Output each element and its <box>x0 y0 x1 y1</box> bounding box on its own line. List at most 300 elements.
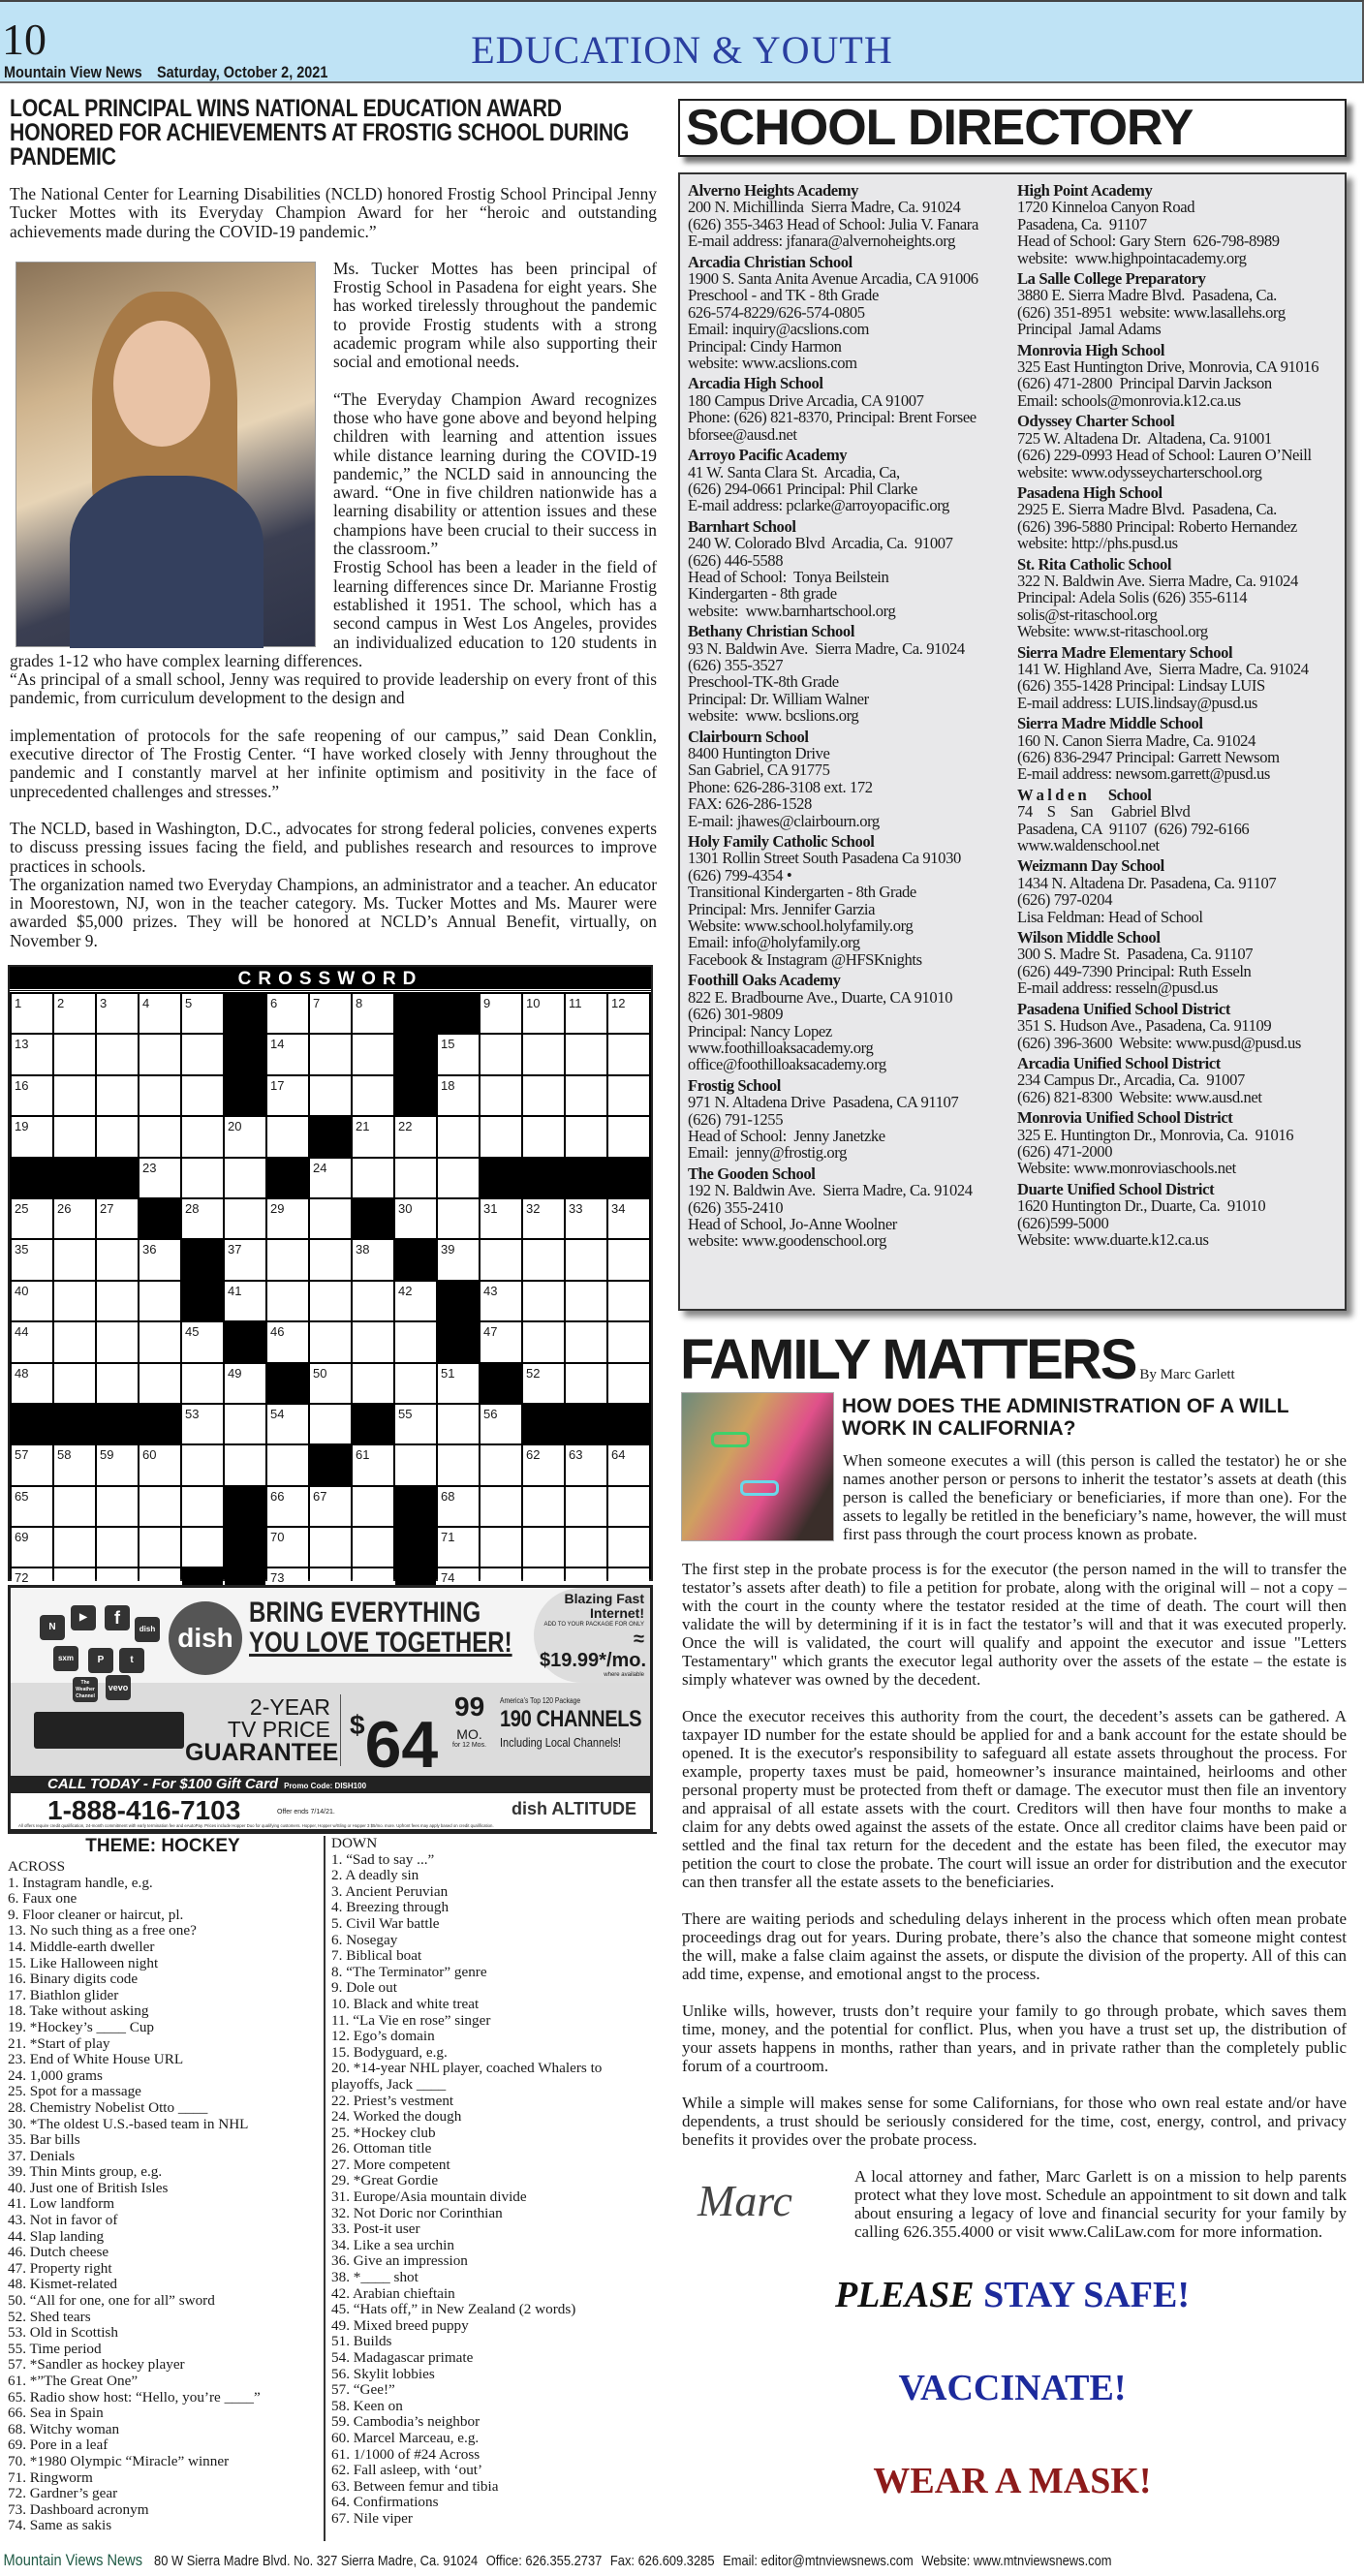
crossword-cell[interactable] <box>97 1364 138 1403</box>
crossword-cell[interactable] <box>140 1240 180 1279</box>
school-contact-link[interactable]: E-mail address: LUIS.lindsay@pusd.us <box>1017 693 1257 712</box>
school-detail: Kindergarten - 8th grade <box>688 584 837 604</box>
school-detail: (626) 355-1428 Principal: Lindsay LUIS <box>1017 676 1265 696</box>
school-entry <box>1017 342 1337 410</box>
school-contact-link[interactable]: website: http://phs.pusd.us <box>1017 534 1178 553</box>
crossword-cell[interactable] <box>12 1035 52 1073</box>
crossword-cell[interactable] <box>438 1528 479 1567</box>
crossword-cell[interactable] <box>566 1199 606 1238</box>
school-detail: San Gabriel, CA 91775 <box>688 760 830 780</box>
crossword-cell[interactable] <box>12 1364 52 1403</box>
crossword-cell[interactable] <box>353 1240 393 1279</box>
school-detail: 325 East Huntington Drive, Monrovia, CA 91016 <box>1017 357 1319 377</box>
crossword-cell[interactable] <box>54 1117 95 1156</box>
crossword-cell[interactable] <box>395 1282 436 1320</box>
school-detail: 74 S San Gabriel Blvd <box>1017 802 1191 822</box>
crossword-cell[interactable] <box>395 1364 436 1403</box>
clue-number: 46 <box>270 1324 285 1340</box>
across-clue: 44. Slap landing <box>8 2227 105 2245</box>
crossword-black-square <box>225 1487 265 1526</box>
across-clue: 50. “All for one, one for all” sword <box>8 2292 215 2310</box>
crossword-cell[interactable] <box>395 1159 436 1197</box>
crossword-cell[interactable] <box>182 1364 223 1403</box>
down-clue: 25. *Hockey club <box>331 2124 436 2141</box>
clue-number: 52 <box>526 1365 541 1381</box>
crossword-cell[interactable] <box>395 1445 436 1484</box>
crossword-cell[interactable] <box>182 1117 223 1156</box>
crossword-cell[interactable] <box>523 1528 564 1567</box>
crossword-cell[interactable] <box>267 1240 308 1279</box>
crossword-cell[interactable] <box>310 1159 351 1197</box>
down-clues <box>324 1836 657 2541</box>
crossword-puzzle <box>8 965 653 1586</box>
crossword-cell[interactable] <box>267 1117 308 1156</box>
crossword-cell[interactable] <box>182 1076 223 1115</box>
paragraph: “As principal of a small school, Jenny was required to provide leadership on every front of this pandemic, from curriculum development to the design and <box>10 669 657 708</box>
crossword-cell[interactable] <box>140 1035 180 1073</box>
crossword-cell[interactable] <box>182 1445 223 1484</box>
crossword-cell[interactable] <box>267 1487 308 1526</box>
down-clue: 27. More competent <box>331 2156 450 2173</box>
directory-column-left <box>688 182 1008 1301</box>
crossword-cell[interactable] <box>480 1240 521 1279</box>
crossword-cell[interactable] <box>225 1159 265 1197</box>
school-contact-link[interactable]: E-mail address: newsom.garrett@pusd.us <box>1017 764 1270 784</box>
crossword-cell[interactable] <box>54 1199 95 1238</box>
crossword-cell[interactable] <box>310 1487 351 1526</box>
crossword-cell[interactable] <box>353 1117 393 1156</box>
crossword-cell[interactable] <box>480 1035 521 1073</box>
crossword-cell[interactable] <box>54 1445 95 1484</box>
school-detail: 351 S. Hudson Ave., Pasadena, Ca. 91109 <box>1017 1016 1272 1036</box>
school-contact-link[interactable]: Website: www.st-ritaschool.org <box>1017 622 1208 641</box>
school-detail: Principal: Adela Solis (626) 355-6114 <box>1017 588 1248 607</box>
crossword-cell[interactable] <box>12 994 52 1033</box>
crossword-cell[interactable] <box>523 1076 564 1115</box>
crossword-cell[interactable] <box>267 1528 308 1567</box>
clue-number: 27 <box>100 1200 114 1216</box>
crossword-cell[interactable] <box>54 1240 95 1279</box>
crossword-cell[interactable] <box>566 1487 606 1526</box>
school-contact-link[interactable]: Website: www.school.holyfamily.org <box>688 916 914 936</box>
crossword-cell[interactable] <box>608 1282 649 1320</box>
crossword-cell[interactable] <box>97 1035 138 1073</box>
across-clue: 52. Shed tears <box>8 2308 91 2325</box>
crossword-cell[interactable] <box>353 1528 393 1567</box>
crossword-cell[interactable] <box>438 1240 479 1279</box>
footer-website[interactable]: Website: www.mtnviewsnews.com <box>921 2553 1112 2569</box>
down-clue: 24. Worked the dough <box>331 2108 462 2126</box>
crossword-cell[interactable] <box>438 1076 479 1115</box>
crossword-cell[interactable] <box>566 1117 606 1156</box>
crossword-cell[interactable] <box>310 1199 351 1238</box>
crossword-cell[interactable] <box>225 1445 265 1484</box>
crossword-cell[interactable] <box>566 1240 606 1279</box>
clue-number: 13 <box>15 1037 29 1052</box>
crossword-cell[interactable] <box>182 1487 223 1526</box>
crossword-cell[interactable] <box>182 1159 223 1197</box>
crossword-cell[interactable] <box>353 1282 393 1320</box>
crossword-cell[interactable] <box>97 1282 138 1320</box>
call-bar <box>11 1776 650 1793</box>
school-contact-link[interactable]: Email: inquiry@acslions.com <box>688 320 869 339</box>
crossword-cell[interactable] <box>97 1199 138 1238</box>
school-entry <box>688 833 1008 968</box>
school-detail: (626) 355-2410 <box>688 1197 784 1217</box>
crossword-cell[interactable] <box>353 1159 393 1197</box>
crossword-cell[interactable] <box>182 1322 223 1361</box>
clue-number: 4 <box>142 996 150 1010</box>
crossword-cell[interactable] <box>12 1199 52 1238</box>
crossword-cell[interactable] <box>182 1035 223 1073</box>
crossword-cell[interactable] <box>225 1199 265 1238</box>
crossword-cell[interactable] <box>608 1076 649 1115</box>
crossword-cell[interactable] <box>353 1322 393 1361</box>
crossword-cell[interactable] <box>97 1528 138 1567</box>
crossword-cell[interactable] <box>480 1117 521 1156</box>
crossword-cell[interactable] <box>140 1159 180 1197</box>
clue-number: 69 <box>15 1530 29 1545</box>
crossword-black-square <box>395 1240 436 1279</box>
crossword-cell[interactable] <box>54 994 95 1033</box>
clue-number: 72 <box>15 1570 29 1586</box>
page-header <box>0 0 1364 83</box>
crossword-cell[interactable] <box>566 1035 606 1073</box>
crossword-cell[interactable] <box>54 1076 95 1115</box>
school-contact-link[interactable]: Email: info@holyfamily.org <box>688 933 860 952</box>
crossword-cell[interactable] <box>480 1199 521 1238</box>
app-icon: dish <box>135 1617 160 1642</box>
crossword-black-square <box>225 1035 265 1073</box>
crossword-cell[interactable] <box>12 1240 52 1279</box>
crossword-cell[interactable] <box>267 994 308 1033</box>
crossword-cell[interactable] <box>140 1076 180 1115</box>
across-clue: 47. Property right <box>8 2259 112 2277</box>
crossword-cell[interactable] <box>438 1445 479 1484</box>
school-detail: 2925 E. Sierra Madre Blvd. Pasadena, Ca. <box>1017 500 1277 519</box>
dish-advertisement[interactable] <box>8 1585 653 1832</box>
crossword-cell[interactable] <box>225 1117 265 1156</box>
crossword-cell[interactable] <box>395 1117 436 1156</box>
crossword-cell[interactable] <box>353 994 393 1033</box>
internet-sub: ADD TO YOUR PACKAGE FOR ONLY <box>543 1622 644 1628</box>
crossword-cell[interactable] <box>480 1405 521 1443</box>
crossword-cell[interactable] <box>12 1528 52 1567</box>
crossword-cell[interactable] <box>97 1117 138 1156</box>
crossword-cell[interactable] <box>97 994 138 1033</box>
school-name: Arcadia Christian School <box>688 252 852 271</box>
school-contact-link[interactable]: website: www. bcslions.org <box>688 706 859 726</box>
school-contact-link[interactable]: www.foothilloaksacademy.org <box>688 1038 874 1057</box>
crossword-cell[interactable] <box>608 1322 649 1361</box>
clue-number: 37 <box>228 1242 242 1257</box>
school-contact-link[interactable]: website: www.odysseycharterschool.org <box>1017 462 1262 481</box>
down-clue: 31. Europe/Asia mountain divide <box>331 2188 527 2206</box>
school-directory <box>678 172 1347 1311</box>
crossword-cell[interactable] <box>310 1405 351 1443</box>
crossword-cell[interactable] <box>310 1528 351 1567</box>
crossword-cell[interactable] <box>353 1035 393 1073</box>
app-icon: vevo <box>106 1675 131 1700</box>
crossword-cell[interactable] <box>140 1322 180 1361</box>
clue-number: 7 <box>313 996 321 1010</box>
crossword-cell[interactable] <box>480 1487 521 1526</box>
guarantee-line: 2-YEAR <box>249 1694 330 1720</box>
school-name: Pasadena Unified School District <box>1017 999 1230 1018</box>
across-clue: 61. *”The Great One” <box>8 2373 139 2389</box>
school-contact-link[interactable]: website: www.acslions.com <box>688 354 857 373</box>
crossword-cell[interactable] <box>182 994 223 1033</box>
clue-number: 34 <box>611 1200 626 1216</box>
crossword-cell[interactable] <box>267 1076 308 1115</box>
crossword-cell[interactable] <box>310 1076 351 1115</box>
crossword-cell[interactable] <box>523 1282 564 1320</box>
crossword-cell[interactable] <box>54 1322 95 1361</box>
crossword-cell[interactable] <box>438 1117 479 1156</box>
school-detail: 3880 E. Sierra Madre Blvd. Pasadena, Ca. <box>1017 286 1277 305</box>
crossword-cell[interactable] <box>97 1445 138 1484</box>
crossword-cell[interactable] <box>182 1405 223 1443</box>
crossword-cell[interactable] <box>395 1199 436 1238</box>
across-clue: 14. Middle-earth dweller <box>8 1938 155 1955</box>
footer-brand: Mountain Views News <box>3 2551 143 2569</box>
school-contact-link[interactable]: E-mail address: jfanara@alvernoheights.org <box>688 232 956 251</box>
crossword-cell[interactable] <box>267 1322 308 1361</box>
school-contact-link[interactable]: Website: www.monroviaschools.net <box>1017 1159 1236 1178</box>
crossword-cell[interactable] <box>523 1364 564 1403</box>
paragraph: Ms. Tucker Mottes has been principal of Frostig School in Pasadena for eight years. She has worked tirelessly throughout the pandemic to provide Frostig students with a strong academic program while also supporting their social and emotional needs. <box>333 258 657 372</box>
school-contact-link[interactable]: E-mail: jhawes@clairbourn.org <box>688 811 880 830</box>
crossword-cell[interactable] <box>12 1487 52 1526</box>
footer-email[interactable]: Email: editor@mtnviewsnews.com <box>723 2553 914 2569</box>
crossword-cell[interactable] <box>54 1035 95 1073</box>
crossword-black-square <box>438 1322 479 1361</box>
crossword-cell[interactable] <box>54 1487 95 1526</box>
school-contact-link[interactable]: Email: schools@monrovia.k12.ca.us <box>1017 390 1241 410</box>
paragraph: Frostig School has been a leader in the field of learning differences since Dr. Marianne Frostig established it 1951. The school, which has a second campus in West Los Angeles, provides an individualized education to 120 students in grades 1-12 who have complex learning differences. <box>10 557 657 670</box>
school-entry <box>1017 270 1337 338</box>
school-entry <box>1017 929 1337 997</box>
crossword-cell[interactable] <box>608 1445 649 1484</box>
crossword-cell[interactable] <box>523 1240 564 1279</box>
school-entry <box>1017 413 1337 481</box>
crossword-cell[interactable] <box>523 1322 564 1361</box>
receiver-image <box>34 1712 184 1749</box>
crossword-cell[interactable] <box>523 1035 564 1073</box>
footer-address: 80 W Sierra Madre Blvd. No. 327 Sierra Madre, Ca. 91024 <box>154 2553 479 2569</box>
crossword-cell[interactable] <box>395 1405 436 1443</box>
crossword-cell[interactable] <box>566 1322 606 1361</box>
crossword-cell[interactable] <box>267 1405 308 1443</box>
crossword-cell[interactable] <box>225 1240 265 1279</box>
across-clue: 13. No such thing as a free one? <box>8 1922 197 1940</box>
crossword-cell[interactable] <box>608 994 649 1033</box>
across-clue: 19. *Hockey’s ____ Cup <box>8 2018 155 2035</box>
crossword-cell[interactable] <box>566 1445 606 1484</box>
school-contact-link[interactable]: (626) 351-8951 website: www.lasallehs.org <box>1017 302 1286 322</box>
crossword-cell[interactable] <box>182 1528 223 1567</box>
school-contact-link[interactable]: website: www.barnhartschool.org <box>688 601 896 620</box>
crossword-cell[interactable] <box>97 1240 138 1279</box>
crossword-cell[interactable] <box>566 1076 606 1115</box>
crossword-cell[interactable] <box>97 1322 138 1361</box>
crossword-cell[interactable] <box>523 1487 564 1526</box>
crossword-cell[interactable] <box>438 1035 479 1073</box>
down-clue: 20. *14-year NHL player, coached Whalers to playoffs, Jack ____ <box>331 2060 603 2093</box>
crossword-cell[interactable] <box>97 1487 138 1526</box>
crossword-cell[interactable] <box>523 1117 564 1156</box>
crossword-cell[interactable] <box>310 994 351 1033</box>
crossword-cell[interactable] <box>267 1035 308 1073</box>
crossword-cell[interactable] <box>12 1117 52 1156</box>
clue-number: 64 <box>611 1447 626 1463</box>
clue-number: 17 <box>270 1077 285 1093</box>
crossword-cell[interactable] <box>353 1445 393 1484</box>
crossword-cell[interactable] <box>438 1199 479 1238</box>
clue-number: 44 <box>15 1324 29 1340</box>
school-detail: 200 N. Michillinda Sierra Madre, Ca. 91024 <box>688 198 961 217</box>
school-detail: 822 E. Bradbourne Ave., Duarte, CA 91010 <box>688 987 953 1007</box>
dish-logo: dish <box>169 1601 242 1675</box>
crossword-cell[interactable] <box>608 1364 649 1403</box>
crossword-cell[interactable] <box>438 1159 479 1197</box>
crossword-cell[interactable] <box>608 1117 649 1156</box>
school-contact-link[interactable]: www.waldenschool.net <box>1017 836 1160 855</box>
crossword-cell[interactable] <box>267 1282 308 1320</box>
crossword-cell[interactable] <box>480 1445 521 1484</box>
crossword-cell[interactable] <box>140 1528 180 1567</box>
clue-number: 8 <box>356 996 363 1010</box>
crossword-cell[interactable] <box>225 1405 265 1443</box>
crossword-cell[interactable] <box>140 1364 180 1403</box>
school-detail: 1434 N. Altadena Dr. Pasadena, Ca. 91107 <box>1017 873 1277 892</box>
clue-number: 31 <box>483 1200 498 1216</box>
clue-number: 61 <box>356 1447 370 1463</box>
crossword-cell[interactable] <box>480 1528 521 1567</box>
crossword-cell[interactable] <box>566 1282 606 1320</box>
guarantee-line: TV PRICE <box>227 1717 330 1742</box>
crossword-cell[interactable] <box>140 1487 180 1526</box>
crossword-cell[interactable] <box>140 1445 180 1484</box>
crossword-cell[interactable] <box>566 994 606 1033</box>
crossword-cell[interactable] <box>395 1322 436 1361</box>
page-number: 10 <box>2 15 46 64</box>
crossword-cell[interactable] <box>140 1282 180 1320</box>
crossword-cell[interactable] <box>438 1487 479 1526</box>
channels-sub: Including Local Channels! <box>500 1735 622 1750</box>
ad-phone[interactable]: 1-888-416-7103 <box>47 1795 241 1825</box>
school-contact-link[interactable]: E-mail address: resseln@pusd.us <box>1017 978 1219 998</box>
crossword-cell[interactable] <box>353 1076 393 1115</box>
school-detail: (626) 301-9809 <box>688 1005 784 1024</box>
crossword-cell[interactable] <box>353 1487 393 1526</box>
crossword-cell[interactable] <box>310 1035 351 1073</box>
crossword-cell[interactable] <box>310 1322 351 1361</box>
crossword-cell[interactable] <box>566 1364 606 1403</box>
school-contact-link[interactable]: (626) 396-3600 Website: www.pusd@pusd.us <box>1017 1033 1301 1052</box>
school-contact-link[interactable]: solis@st-ritaschool.org <box>1017 605 1158 624</box>
crossword-cell[interactable] <box>140 994 180 1033</box>
school-name: Pasadena High School <box>1017 482 1162 502</box>
paragraph: The organization named two Everyday Champions, an administrator and a teacher. An educator in Moorestown, NJ, won in the teacher category. Ms. Tucker Mottes and Ms. Maurer were awarded $5,000 prizes. They will be honored at NCLD’s Annual Benefit, virtually, on November 9. <box>10 874 657 950</box>
crossword-cell[interactable] <box>310 1364 351 1403</box>
school-contact-link[interactable]: E-mail address: pclarke@arroyopacific.org <box>688 496 949 515</box>
crossword-cell[interactable] <box>310 1240 351 1279</box>
crossword-cell[interactable] <box>140 1117 180 1156</box>
across-clue: 28. Chemistry Nobelist Otto ____ <box>8 2098 208 2116</box>
crossword-black-square <box>566 1159 606 1197</box>
crossword-cell[interactable] <box>267 1445 308 1484</box>
school-contact-link[interactable]: bforsee@ausd.net <box>688 424 797 444</box>
crossword-cell[interactable] <box>54 1528 95 1567</box>
crossword-cell[interactable] <box>608 1035 649 1073</box>
school-contact-link[interactable]: office@foothilloaksacademy.org <box>688 1055 886 1074</box>
crossword-cell[interactable] <box>523 1199 564 1238</box>
crossword-cell[interactable] <box>480 1076 521 1115</box>
crossword-cell[interactable] <box>480 994 521 1033</box>
crossword-cell[interactable] <box>608 1240 649 1279</box>
crossword-cell[interactable] <box>310 1282 351 1320</box>
ad-bottom <box>11 1793 650 1832</box>
crossword-black-square <box>608 1159 649 1197</box>
school-contact-link[interactable]: website: www.goodenschool.org <box>688 1231 887 1251</box>
app-icon: ▶ <box>71 1605 96 1630</box>
crossword-cell[interactable] <box>12 1076 52 1115</box>
crossword-cell[interactable] <box>12 1282 52 1320</box>
school-contact-link[interactable]: Email: jenny@frostig.org <box>688 1143 847 1163</box>
crossword-cell[interactable] <box>54 1364 95 1403</box>
down-clue: 67. Nile viper <box>331 2509 413 2527</box>
crossword-cell[interactable] <box>97 1076 138 1115</box>
crossword-cell[interactable] <box>353 1364 393 1403</box>
school-contact-link[interactable]: Website: www.duarte.k12.ca.us <box>1017 1229 1209 1249</box>
across-clue: 72. Gardner’s gear <box>8 2485 118 2502</box>
school-contact-link[interactable]: website: www.highpointacademy.org <box>1017 248 1247 267</box>
crossword-cell[interactable] <box>480 1322 521 1361</box>
crossword-black-square <box>353 1405 393 1443</box>
crossword-cell[interactable] <box>438 1405 479 1443</box>
clue-number: 54 <box>270 1406 285 1421</box>
crossword-cell[interactable] <box>480 1282 521 1320</box>
crossword-cell[interactable] <box>12 1445 52 1484</box>
school-name: Arcadia High School <box>688 374 823 393</box>
crossword-cell[interactable] <box>225 1282 265 1320</box>
crossword-cell[interactable] <box>267 1199 308 1238</box>
channel-count: 190 CHANNELS <box>500 1706 642 1732</box>
down-clue: 12. Ego’s domain <box>331 2028 435 2045</box>
across-clue: 74. Same as sakis <box>8 2517 112 2534</box>
crossword-cell[interactable] <box>182 1199 223 1238</box>
school-contact-link[interactable]: (626) 821-8300 Website: www.ausd.net <box>1017 1087 1262 1106</box>
crossword-cell[interactable] <box>54 1282 95 1320</box>
crossword-cell[interactable] <box>566 1528 606 1567</box>
crossword-cell[interactable] <box>608 1199 649 1238</box>
crossword-cell[interactable] <box>608 1528 649 1567</box>
crossword-cell[interactable] <box>608 1487 649 1526</box>
school-detail: (626) 229-0993 Head of School: Lauren O’Neill <box>1017 446 1312 465</box>
crossword-black-square <box>395 1035 436 1073</box>
school-contact-link[interactable]: Facebook & Instagram @HFSKnights <box>688 949 922 969</box>
crossword-cell[interactable] <box>225 1364 265 1403</box>
masthead <box>4 63 327 81</box>
crossword-black-square <box>523 1405 564 1443</box>
crossword-cell[interactable] <box>438 1364 479 1403</box>
crossword-cell[interactable] <box>523 1445 564 1484</box>
family-matters-article <box>682 1395 1347 2502</box>
crossword-cell[interactable] <box>12 1322 52 1361</box>
crossword-cell[interactable] <box>523 994 564 1033</box>
down-clue: 11. “La Vie en rose” singer <box>331 2011 491 2029</box>
